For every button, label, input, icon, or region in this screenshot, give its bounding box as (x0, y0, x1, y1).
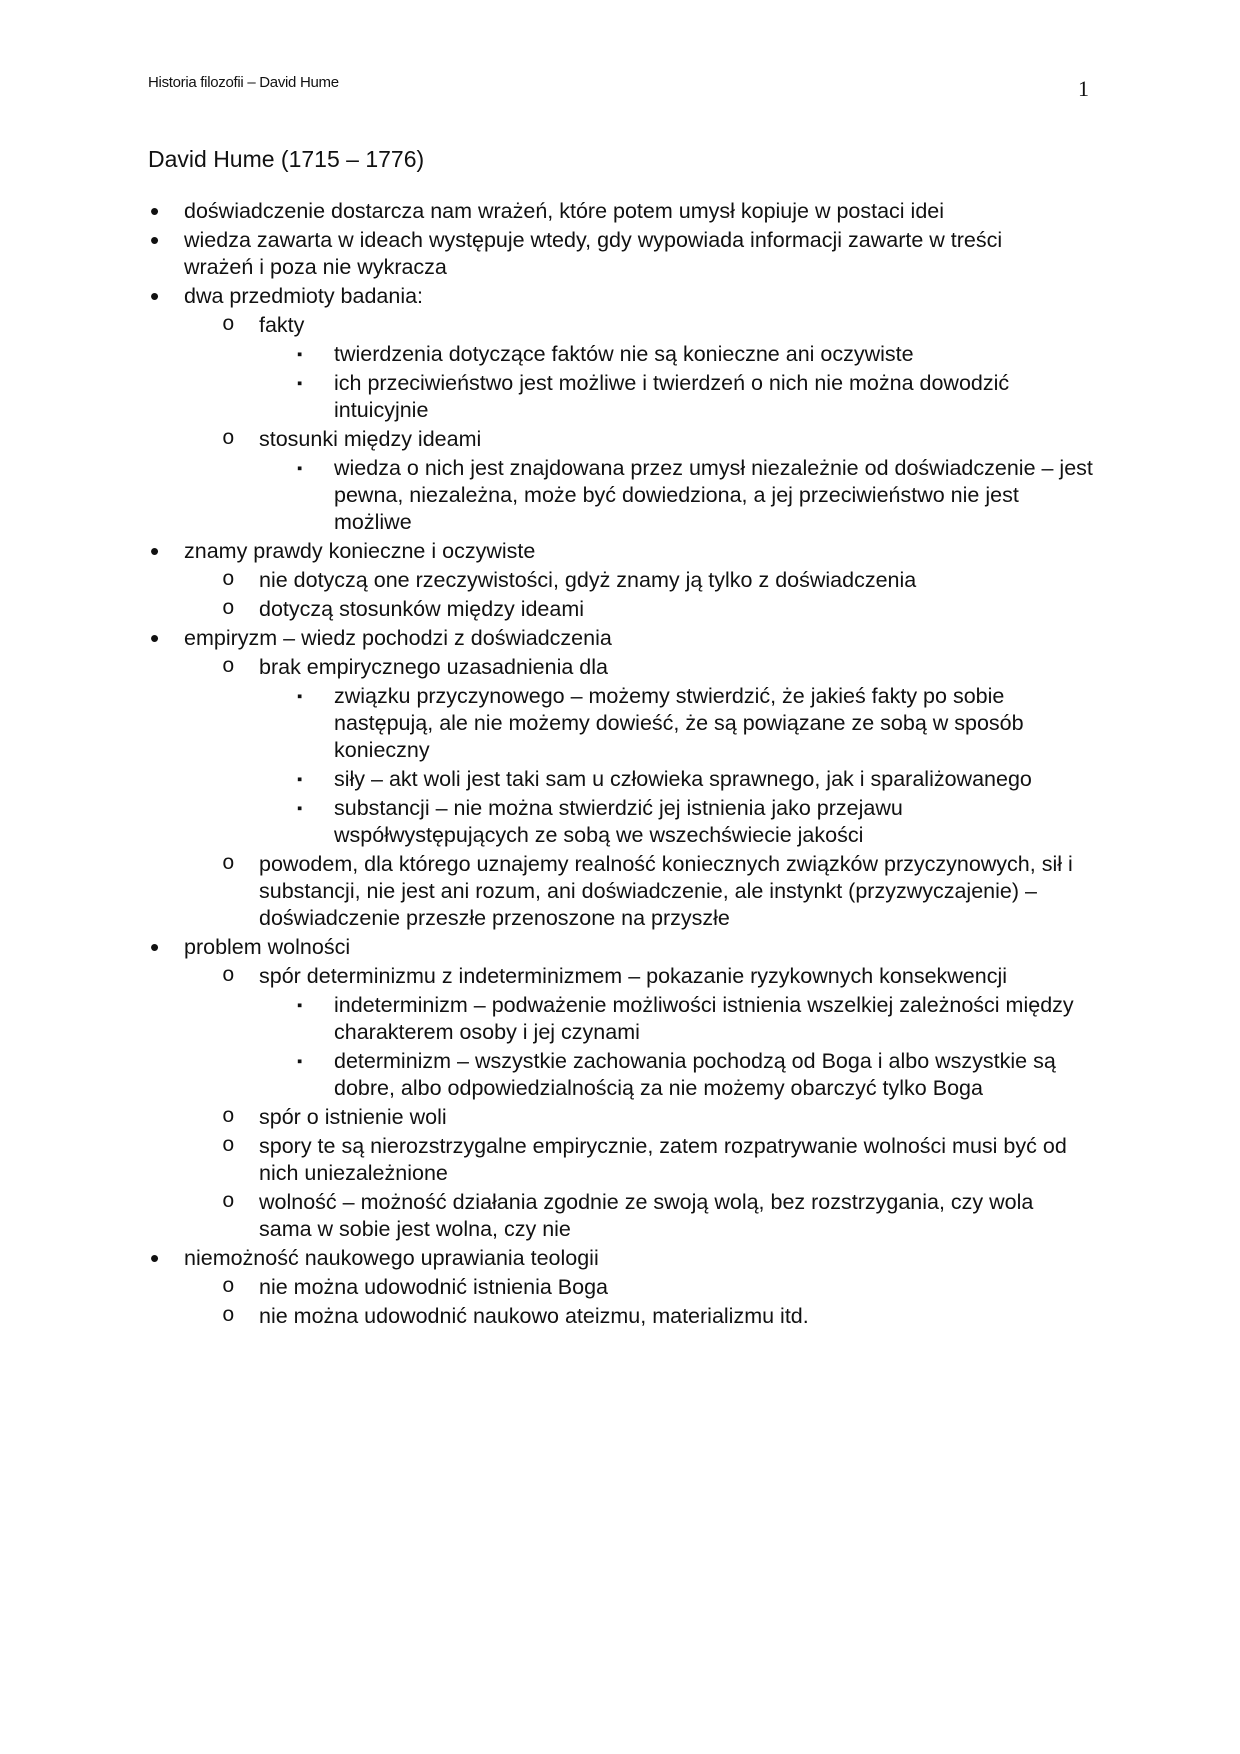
document-title: David Hume (1715 – 1776) (148, 146, 425, 172)
list-item-text: nie można udowodnić istnienia Boga (259, 1275, 609, 1299)
circle-bullet-icon: o (222, 1191, 235, 1214)
circle-bullet-icon: o (222, 314, 235, 337)
list-item-level-2 (0, 1133, 1089, 1187)
list-item-text: wolność – możność działania zgodnie ze swoją wolą, bez rozstrzygania, czy wola sama w sobie jest wolna, czy nie (259, 1190, 1034, 1241)
list-item-text: spory te są nierozstrzygalne empirycznie, zatem rozpatrywanie wolności musi być od nich uniezależnione (259, 1134, 1067, 1185)
list-item-level-2 (0, 1303, 1089, 1330)
list-item-level-2 (0, 851, 1089, 932)
list-item-text: wiedza o nich jest znajdowana przez umysł niezależnie od doświadczenie – jest pewna, niezależna, może być dowiedziona, a jej przeciwieństwo nie jest możliwe (334, 456, 1093, 534)
bullet-icon: • (150, 1243, 160, 1273)
square-bullet-icon: ▪ (297, 800, 303, 817)
list-item-level-2 (0, 312, 1089, 339)
list-item-level-2 (0, 1189, 1089, 1243)
circle-bullet-icon: o (222, 428, 235, 451)
bullet-icon: • (150, 281, 160, 311)
circle-bullet-icon: o (222, 656, 235, 679)
list-item-text: nie można udowodnić naukowo ateizmu, materializmu itd. (259, 1304, 809, 1328)
list-item-level-3 (0, 992, 1094, 1046)
list-item-text: dwa przedmioty badania: (184, 284, 424, 308)
list-item-level-3 (0, 766, 1094, 793)
list-item-text: determinizm – wszystkie zachowania pochodzą od Boga i albo wszystkie są dobre, albo odpowiedzialnością za nie możemy obarczyć tylko Boga (334, 1049, 1056, 1100)
list-item-text: brak empirycznego uzasadnienia dla (259, 655, 608, 679)
list-item-text: siły – akt woli jest taki sam u człowieka sprawnego, jak i sparaliżowanego (334, 767, 1032, 791)
square-bullet-icon: ▪ (297, 1053, 303, 1070)
circle-bullet-icon: o (222, 569, 235, 592)
bullet-icon: • (150, 536, 160, 566)
list-item-level-1 (0, 227, 1064, 281)
list-item-level-1 (0, 934, 1064, 961)
list-item-text: spór determinizmu z indeterminizmem – pokazanie ryzykownych konsekwencji (259, 964, 1008, 988)
list-item-text: substancji – nie można stwierdzić jej istnienia jako przejawu współwystępujących ze sobą we wszechświecie jakości (334, 796, 903, 847)
circle-bullet-icon: o (222, 1276, 235, 1299)
square-bullet-icon: ▪ (297, 375, 303, 392)
list-item-level-3 (0, 455, 1094, 536)
list-item-level-3 (0, 795, 1094, 849)
list-item-text: ich przeciwieństwo jest możliwe i twierdzeń o nich nie można dowodzić intuicyjnie (334, 371, 1010, 422)
bullet-icon: • (150, 196, 160, 226)
list-item-text: empiryzm – wiedz pochodzi z doświadczenia (184, 626, 612, 650)
list-item-text: wiedza zawarta w ideach występuje wtedy, gdy wypowiada informacji zawarte w treści wrażeń i poza nie wykracza (184, 228, 1003, 279)
running-header: Historia filozofii – David Hume (148, 74, 339, 91)
list-item-text: dotyczą stosunków między ideami (259, 597, 585, 621)
circle-bullet-icon: o (222, 965, 235, 988)
list-item-level-3 (0, 683, 1094, 764)
list-item-level-1 (0, 198, 1064, 225)
circle-bullet-icon: o (222, 1305, 235, 1328)
list-item-text: doświadczenie dostarcza nam wrażeń, które potem umysł kopiuje w postaci idei (184, 199, 945, 223)
list-item-level-1 (0, 625, 1064, 652)
list-item-level-2 (0, 426, 1089, 453)
list-item-level-3 (0, 370, 1094, 424)
list-item-level-2 (0, 1274, 1089, 1301)
list-item-level-1 (0, 283, 1064, 310)
list-item-level-3 (0, 341, 1094, 368)
square-bullet-icon: ▪ (297, 346, 303, 363)
list-item-text: twierdzenia dotyczące faktów nie są konieczne ani oczywiste (334, 342, 914, 366)
circle-bullet-icon: o (222, 1106, 235, 1129)
list-item-level-1 (0, 538, 1064, 565)
list-item-level-2 (0, 567, 1089, 594)
bullet-icon: • (150, 225, 160, 255)
list-item-text: niemożność naukowego uprawiania teologii (184, 1246, 599, 1270)
page-number: 1 (1078, 76, 1089, 101)
list-item-text: nie dotyczą one rzeczywistości, gdyż znamy ją tylko z doświadczenia (259, 568, 917, 592)
list-item-level-2 (0, 1104, 1089, 1131)
list-item-level-2 (0, 596, 1089, 623)
outline-list (0, 198, 1240, 1332)
list-item-level-1 (0, 1245, 1064, 1272)
circle-bullet-icon: o (222, 598, 235, 621)
list-item-text: stosunki między ideami (259, 427, 482, 451)
bullet-icon: • (150, 623, 160, 653)
list-item-text: znamy prawdy konieczne i oczywiste (184, 539, 536, 563)
list-item-text: fakty (259, 313, 305, 337)
square-bullet-icon: ▪ (297, 460, 303, 477)
square-bullet-icon: ▪ (297, 688, 303, 705)
circle-bullet-icon: o (222, 1135, 235, 1158)
list-item-level-3 (0, 1048, 1094, 1102)
list-item-level-2 (0, 654, 1089, 681)
list-item-level-2 (0, 963, 1089, 990)
list-item-text: indeterminizm – podważenie możliwości istnienia wszelkiej zależności między charakterem osoby i jej czynami (334, 993, 1074, 1044)
square-bullet-icon: ▪ (297, 997, 303, 1014)
list-item-text: związku przyczynowego – możemy stwierdzić, że jakieś fakty po sobie następują, ale nie możemy dowieść, że są powiązane ze sobą w sposób konieczny (334, 684, 1024, 762)
list-item-text: spór o istnienie woli (259, 1105, 447, 1129)
square-bullet-icon: ▪ (297, 771, 303, 788)
list-item-text: problem wolności (184, 935, 351, 959)
list-item-text: powodem, dla którego uznajemy realność koniecznych związków przyczynowych, sił i substancji, nie jest ani rozum, ani doświadczenie, ale instynkt (przyzwyczajenie) – doświadczenie przeszłe przenoszone na przyszłe (259, 852, 1073, 930)
bullet-icon: • (150, 932, 160, 962)
circle-bullet-icon: o (222, 853, 235, 876)
